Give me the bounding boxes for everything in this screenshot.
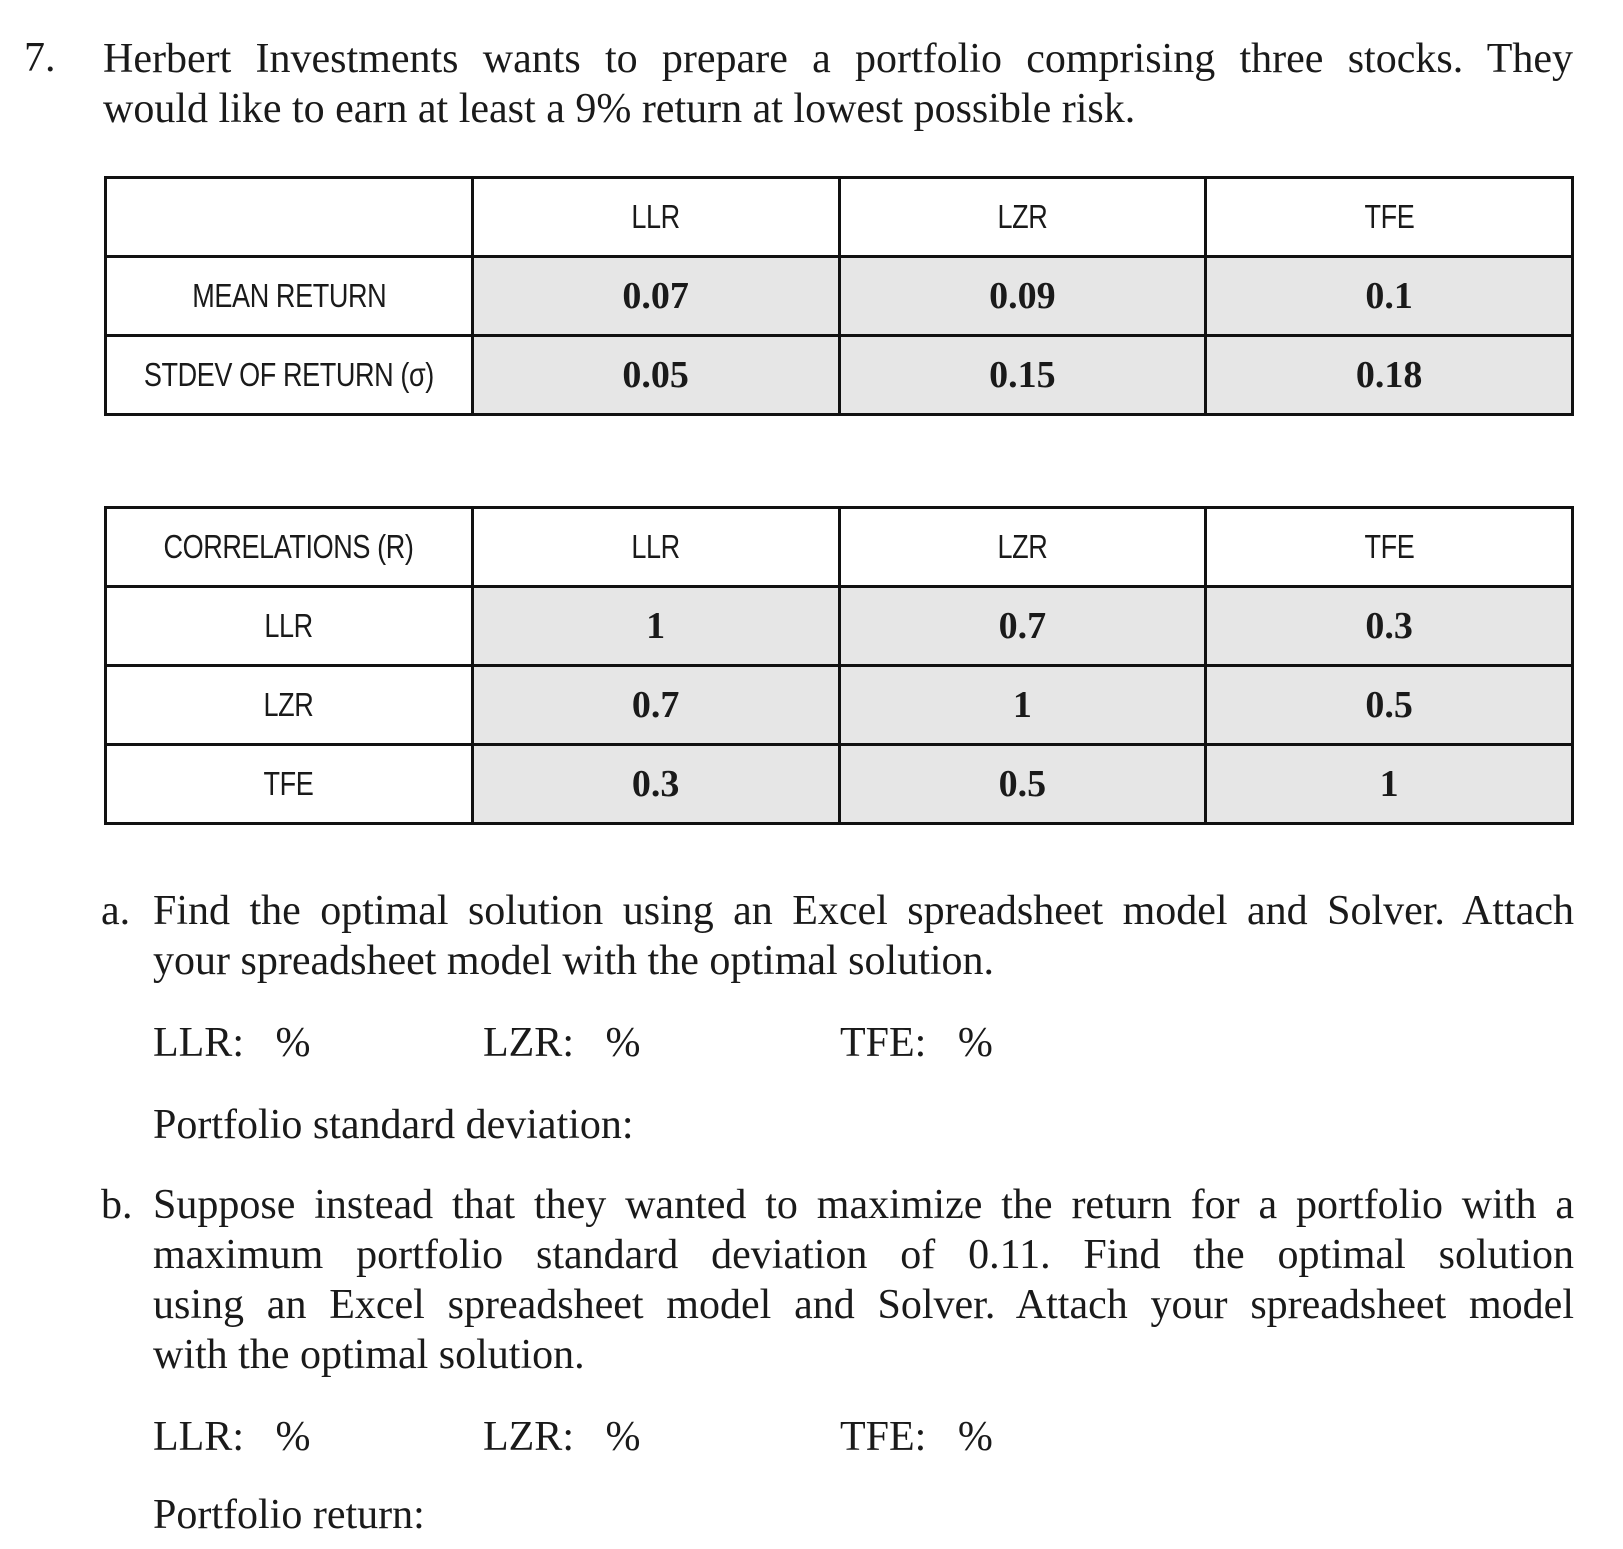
value-cell: 1 (1206, 745, 1573, 824)
table-row (106, 587, 1573, 666)
header-cell-tfe: TFE (1206, 508, 1573, 587)
value-cell: 1 (839, 666, 1206, 745)
part-a-text-line-2: your spreadsheet model with the optimal solution. (153, 938, 995, 984)
part-a-letter: a. (101, 888, 131, 934)
part-a-answer-lzr: LZR: % (483, 1020, 641, 1066)
question-number: 7. (24, 35, 56, 81)
value-cell: 0.18 (1206, 336, 1573, 415)
value-cell: 0.05 (472, 336, 839, 415)
question-text-line-1: Herbert Investments wants to prepare a portfolio comprising three stocks. They (103, 36, 1573, 82)
table-header-row (106, 178, 1573, 257)
value-cell: 0.7 (472, 666, 839, 745)
value-cell: 0.7 (839, 587, 1206, 666)
value-cell: 0.15 (839, 336, 1206, 415)
correlation-table (104, 506, 1574, 825)
stock-stats-table (104, 176, 1574, 416)
table-row (106, 257, 1573, 336)
part-b-text-line-3: using an Excel spreadsheet model and Solver. Attach your spreadsheet model (153, 1282, 1574, 1328)
part-a-text-line-1: Find the optimal solution using an Excel spreadsheet model and Solver. Attach (153, 888, 1574, 934)
part-b-text-line-4: with the optimal solution. (153, 1332, 585, 1378)
header-cell-llr: LLR (472, 178, 839, 257)
value-cell: 0.07 (472, 257, 839, 336)
value-cell: 0.3 (472, 745, 839, 824)
question-text-line-2: would like to earn at least a 9% return at lowest possible risk. (103, 86, 1136, 132)
header-cell-lzr: LZR (839, 508, 1206, 587)
part-b-letter: b. (101, 1182, 133, 1228)
value-cell: 0.09 (839, 257, 1206, 336)
value-cell: 0.3 (1206, 587, 1573, 666)
value-cell: 0.5 (839, 745, 1206, 824)
value-cell: 0.1 (1206, 257, 1573, 336)
table-row (106, 666, 1573, 745)
part-b-text-line-1: Suppose instead that they wanted to maximize the return for a portfolio with a (153, 1182, 1574, 1228)
part-a-answer-tfe: TFE: % (840, 1020, 993, 1066)
value-cell: 0.5 (1206, 666, 1573, 745)
row-label-tfe: TFE (106, 745, 473, 824)
part-a-result-label: Portfolio standard deviation: (153, 1102, 634, 1148)
part-b-answer-llr: LLR: % (153, 1414, 311, 1460)
row-label-mean-return: MEAN RETURN (106, 257, 473, 336)
header-cell-tfe: TFE (1206, 178, 1573, 257)
row-label-lzr: LZR (106, 666, 473, 745)
header-cell-correlations: CORRELATIONS (R) (106, 508, 473, 587)
part-b-answer-lzr: LZR: % (483, 1414, 641, 1460)
table-header-row (106, 508, 1573, 587)
table-row (106, 745, 1573, 824)
header-cell-lzr: LZR (839, 178, 1206, 257)
row-label-llr: LLR (106, 587, 473, 666)
part-a-answer-llr: LLR: % (153, 1020, 311, 1066)
part-b-text-line-2: maximum portfolio standard deviation of 0.11. Find the optimal solution (153, 1232, 1574, 1278)
part-b-answer-tfe: TFE: % (840, 1414, 993, 1460)
row-label-stdev: STDEV OF RETURN (σ) (106, 336, 473, 415)
part-b-result-label: Portfolio return: (153, 1492, 425, 1538)
header-cell-empty (106, 178, 473, 257)
header-cell-llr: LLR (472, 508, 839, 587)
table-row (106, 336, 1573, 415)
value-cell: 1 (472, 587, 839, 666)
